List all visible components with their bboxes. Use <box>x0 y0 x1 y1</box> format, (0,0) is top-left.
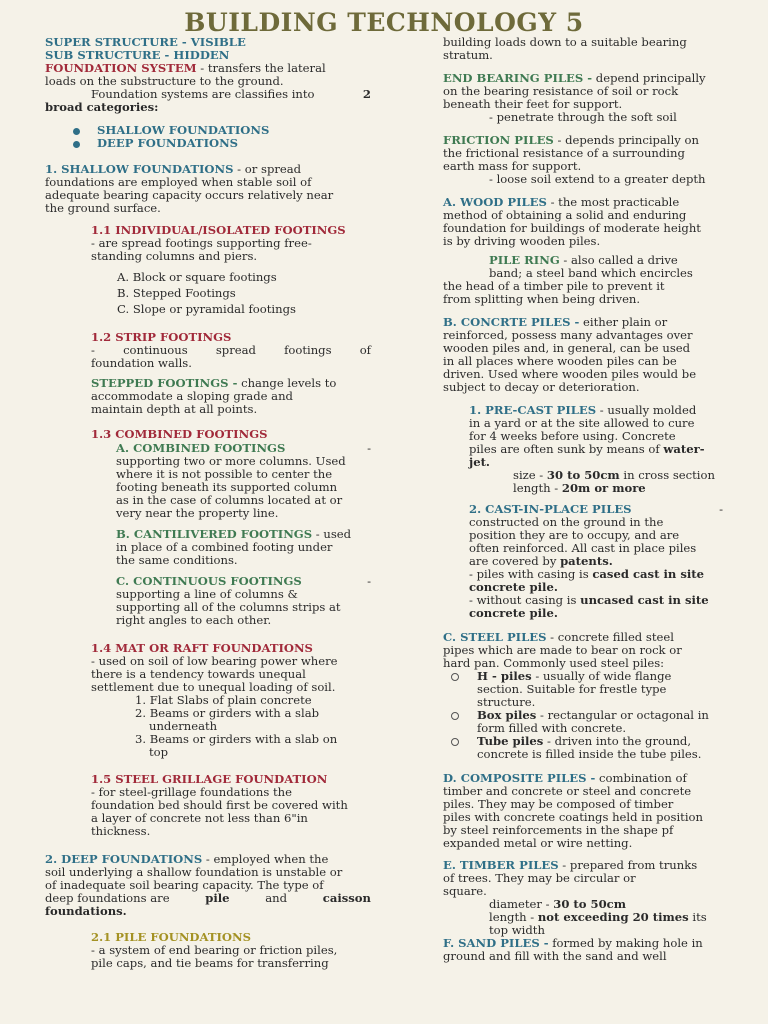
sand-text: formed by making hole in <box>548 936 703 950</box>
cip-text: concrete pile. <box>469 580 558 594</box>
cantilevered-text: - used <box>312 527 352 541</box>
cip-text: constructed on the ground in the <box>469 515 664 529</box>
concrete-text: wooden piles and, in general, can be used <box>443 341 691 355</box>
precast-text: jet. <box>469 455 490 469</box>
strip-text: - <box>91 343 95 357</box>
mat-text: there is a tendency towards unequal <box>91 667 306 681</box>
timber-length: length - <box>489 910 538 924</box>
isolated-text-2: standing columns and piers. <box>91 249 258 263</box>
dash: - <box>719 502 723 516</box>
deep-text: pile <box>205 891 230 905</box>
deep-text: soil underlying a shallow foundation is unstable or <box>45 865 343 879</box>
isolated-text: - are spread footings supporting free- <box>91 236 312 250</box>
end-bearing-heading: END BEARING PILES - <box>443 71 593 85</box>
timber-text: square. <box>443 884 487 898</box>
sand-piles-heading: F. SAND PILES - <box>443 936 549 950</box>
dash: - <box>367 574 371 588</box>
timber-text: of trees. They may be circular or <box>443 871 636 885</box>
combined-subheading: A. COMBINED FOOTINGS <box>116 441 286 455</box>
wood-text: is by driving wooden piles. <box>443 234 601 248</box>
mat-text: - used on soil of low bearing power where <box>91 654 338 668</box>
dash: - <box>367 441 371 455</box>
cip-text: are covered by <box>469 554 561 568</box>
h-piles-text: - usually of wide flange <box>531 669 672 683</box>
cip-text: concrete pile. <box>469 606 558 620</box>
shallow-text-2: foundations are employed when stable soil of <box>45 175 312 189</box>
bullet-icon <box>73 128 80 135</box>
precast-text: for 4 weeks before using. Concrete <box>469 429 676 443</box>
combined-text: footing beneath its supported column <box>116 480 338 494</box>
stepped-footings-heading: STEPPED FOOTINGS - <box>91 376 238 390</box>
list-item: top <box>149 745 169 759</box>
page-title: BUILDING TECHNOLOGY 5 <box>184 8 584 37</box>
bullet-shallow: SHALLOW FOUNDATIONS <box>97 123 270 137</box>
shallow-text-4: the ground surface. <box>45 201 161 215</box>
list-item: 2. Beams or girders with a slab <box>135 706 320 720</box>
composite-text: by steel reinforcements in the shape pf <box>443 823 674 837</box>
substructure-line: SUB STRUCTURE - HIDDEN <box>45 48 230 62</box>
steel-grillage-heading: 1.5 STEEL GRILLAGE FOUNDATION <box>91 772 328 786</box>
shallow-heading: 1. SHALLOW FOUNDATIONS <box>45 162 234 176</box>
list-item: 3. Beams or girders with a slab on <box>135 732 338 746</box>
strip-footings-heading: 1.2 STRIP FOOTINGS <box>91 330 232 344</box>
strip-text: continuous <box>123 343 188 357</box>
isolated-footings-heading: 1.1 INDIVIDUAL/ISOLATED FOOTINGS <box>91 223 346 237</box>
circle-bullet-icon <box>451 673 459 681</box>
pile-ring-text: band; a steel band which encircles <box>489 266 693 280</box>
list-item: A. Block or square footings <box>117 270 277 284</box>
cip-text: cased cast in site <box>592 567 705 581</box>
concrete-text: in all places where wooden piles can be <box>443 354 677 368</box>
pile-ring-text: - also called a drive <box>559 253 678 267</box>
friction-text: earth mass for support. <box>443 159 582 173</box>
composite-text: combination of <box>595 771 687 785</box>
pile-ring-heading: PILE RING <box>489 253 560 267</box>
list-item: B. Stepped Footings <box>117 286 236 300</box>
box-piles-label: Box piles <box>477 708 537 722</box>
circle-bullet-icon <box>451 712 459 720</box>
composite-text: piles. They may be composed of timber <box>443 797 674 811</box>
combined-text: where it is not possible to center the <box>116 467 333 481</box>
precast-size: size - <box>513 468 547 482</box>
pile-ring-text: the head of a timber pile to prevent it <box>443 279 665 293</box>
box-piles-text: form filled with concrete. <box>477 721 627 735</box>
stepped-text: change levels to <box>237 376 337 390</box>
deep-text: of inadequate soil bearing capacity. The type of <box>45 878 324 892</box>
tube-piles-text: - driven into the ground, <box>543 734 692 748</box>
grillage-text: - for steel-grillage foundations the <box>91 785 292 799</box>
pile-ring-text: from splitting when being driven. <box>443 292 641 306</box>
tube-piles-label: Tube piles <box>477 734 544 748</box>
deep-text: deep foundations are <box>45 891 170 905</box>
timber-diameter: diameter - <box>489 897 554 911</box>
precast-text: - usually molded <box>596 403 697 417</box>
cantilevered-text: in place of a combined footing under <box>116 540 333 554</box>
steel-text: hard pan. Commonly used steel piles: <box>443 656 665 670</box>
tube-piles-text: concrete is filled inside the tube piles. <box>477 747 702 761</box>
superstructure-line: SUPER STRUCTURE - VISIBLE <box>45 35 246 49</box>
box-piles-text: - rectangular or octagonal in <box>536 708 709 722</box>
strip-text-2: foundation walls. <box>91 356 192 370</box>
cip-text: uncased cast in site <box>580 593 709 607</box>
timber-piles-heading: E. TIMBER PILES <box>443 858 559 872</box>
end-bearing-text: - penetrate through the soft soil <box>489 110 677 124</box>
grillage-text: thickness. <box>91 824 151 838</box>
wood-text: - the most practicable <box>546 195 680 209</box>
precast-text: piles are often sunk by means of <box>469 442 660 456</box>
friction-text: - loose soil extend to a greater depth <box>489 172 706 186</box>
timber-length: not exceeding 20 times <box>537 910 689 924</box>
pile-text-cont: building loads down to a suitable bearing <box>443 35 687 49</box>
composite-piles-heading: D. COMPOSITE PILES - <box>443 771 596 785</box>
pile-foundations-heading: 2.1 PILE FOUNDATIONS <box>91 930 251 944</box>
precast-length: length - <box>513 481 562 495</box>
mat-text: settlement due to unequal loading of soil. <box>91 680 336 694</box>
timber-diameter: 30 to 50cm <box>553 897 627 911</box>
timber-text: - prepared from trunks <box>558 858 698 872</box>
cip-text: position they are to occupy, and are <box>469 528 680 542</box>
pile-text-cont: stratum. <box>443 48 493 62</box>
steel-text: pipes which are made to bear on rock or <box>443 643 682 657</box>
friction-heading: FRICTION PILES <box>443 133 554 147</box>
mat-raft-heading: 1.4 MAT OR RAFT FOUNDATIONS <box>91 641 313 655</box>
concrete-piles-heading: B. CONCRTE PILES - <box>443 315 580 329</box>
cantilevered-text: the same conditions. <box>116 553 238 567</box>
timber-length: its <box>688 910 707 924</box>
continuous-text: right angles to each other. <box>116 613 272 627</box>
deep-text: foundations. <box>45 904 127 918</box>
combined-text: as in the case of columns located at or <box>116 493 343 507</box>
h-piles-text: section. Suitable for frestle type <box>477 682 667 696</box>
list-item: 1. Flat Slabs of plain concrete <box>135 693 312 707</box>
precast-text: water- <box>663 442 705 456</box>
wood-text: foundation for buildings of moderate height <box>443 221 701 235</box>
deep-text: and <box>265 891 288 905</box>
end-bearing-text: beneath their feet for support. <box>443 97 623 111</box>
cip-text: - without casing is <box>469 593 581 607</box>
foundation-system-text-2: loads on the substructure to the ground. <box>45 74 284 88</box>
cip-text: patents. <box>560 554 613 568</box>
combined-footings-heading: 1.3 COMBINED FOOTINGS <box>91 427 268 441</box>
pile-text: - a system of end bearing or friction piles, <box>91 943 338 957</box>
cast-in-place-heading: 2. CAST-IN-PLACE PILES <box>469 502 632 516</box>
pile-text: pile caps, and tie beams for transferring <box>91 956 329 970</box>
steel-text: - concrete filled steel <box>546 630 674 644</box>
grillage-text: a layer of concrete not less than 6"in <box>91 811 308 825</box>
deep-heading: 2. DEEP FOUNDATIONS <box>45 852 203 866</box>
circle-bullet-icon <box>451 738 459 746</box>
cip-text: - piles with casing is <box>469 567 593 581</box>
cantilevered-heading: B. CANTILIVERED FOOTINGS <box>116 527 313 541</box>
list-item: underneath <box>149 719 218 733</box>
shallow-text-3: adequate bearing capacity occurs relatively near <box>45 188 334 202</box>
grillage-text: foundation bed should first be covered with <box>91 798 348 812</box>
combined-text: very near the property line. <box>116 506 279 520</box>
friction-text: the frictional resistance of a surrounding <box>443 146 685 160</box>
strip-text: footings <box>284 343 332 357</box>
wood-text: method of obtaining a solid and enduring <box>443 208 687 222</box>
precast-heading: 1. PRE-CAST PILES <box>469 403 597 417</box>
foundation-system-text-4: broad categories: <box>45 100 159 114</box>
steel-piles-heading: C. STEEL PILES <box>443 630 547 644</box>
stepped-text-3: maintain depth at all points. <box>91 402 258 416</box>
concrete-text: reinforced, possess many advantages over <box>443 328 693 342</box>
combined-text: supporting two or more columns. Used <box>116 454 346 468</box>
continuous-text: supporting a line of columns & <box>116 587 298 601</box>
shallow-text: - or spread <box>233 162 302 176</box>
precast-length: 20m or more <box>561 481 646 495</box>
end-bearing-text: on the bearing resistance of soil or rock <box>443 84 679 98</box>
end-bearing-text: depend principally <box>592 71 706 85</box>
continuous-heading: C. CONTINUOUS FOOTINGS <box>116 574 302 588</box>
h-piles-label: H - piles <box>477 669 532 683</box>
composite-text: timber and concrete or steel and concrete <box>443 784 692 798</box>
concrete-text: subject to decay or deterioration. <box>443 380 640 394</box>
h-piles-text: structure. <box>477 695 536 709</box>
foundation-system-text: - transfers the lateral <box>196 61 326 75</box>
timber-length: top width <box>489 923 545 937</box>
bullet-icon <box>73 141 80 148</box>
deep-text: - employed when the <box>202 852 329 866</box>
foundation-system-text-3: Foundation systems are classifies into <box>91 87 315 101</box>
precast-text: in a yard or at the site allowed to cure <box>469 416 695 430</box>
bullet-deep: DEEP FOUNDATIONS <box>97 136 239 150</box>
composite-text: expanded metal or wire netting. <box>443 836 633 850</box>
foundation-system-heading: FOUNDATION SYSTEM <box>45 61 197 75</box>
composite-text: piles with concrete coatings held in position <box>443 810 703 824</box>
list-item: C. Slope or pyramidal footings <box>117 302 296 316</box>
precast-size: in cross section <box>619 468 715 482</box>
deep-text: caisson <box>322 891 371 905</box>
wood-piles-heading: A. WOOD PILES <box>443 195 547 209</box>
friction-text: - depends principally on <box>553 133 699 147</box>
sand-text: ground and fill with the sand and well <box>443 949 667 963</box>
category-count: 2 <box>362 87 371 101</box>
continuous-text: supporting all of the columns strips at <box>116 600 341 614</box>
strip-text: spread <box>215 343 256 357</box>
concrete-text: driven. Used where wooden piles would be <box>443 367 697 381</box>
concrete-text: either plain or <box>579 315 668 329</box>
precast-size: 30 to 50cm <box>546 468 620 482</box>
stepped-text-2: accommodate a sloping grade and <box>91 389 293 403</box>
cip-text: often reinforced. All cast in place piles <box>469 541 697 555</box>
strip-text: of <box>359 343 371 357</box>
